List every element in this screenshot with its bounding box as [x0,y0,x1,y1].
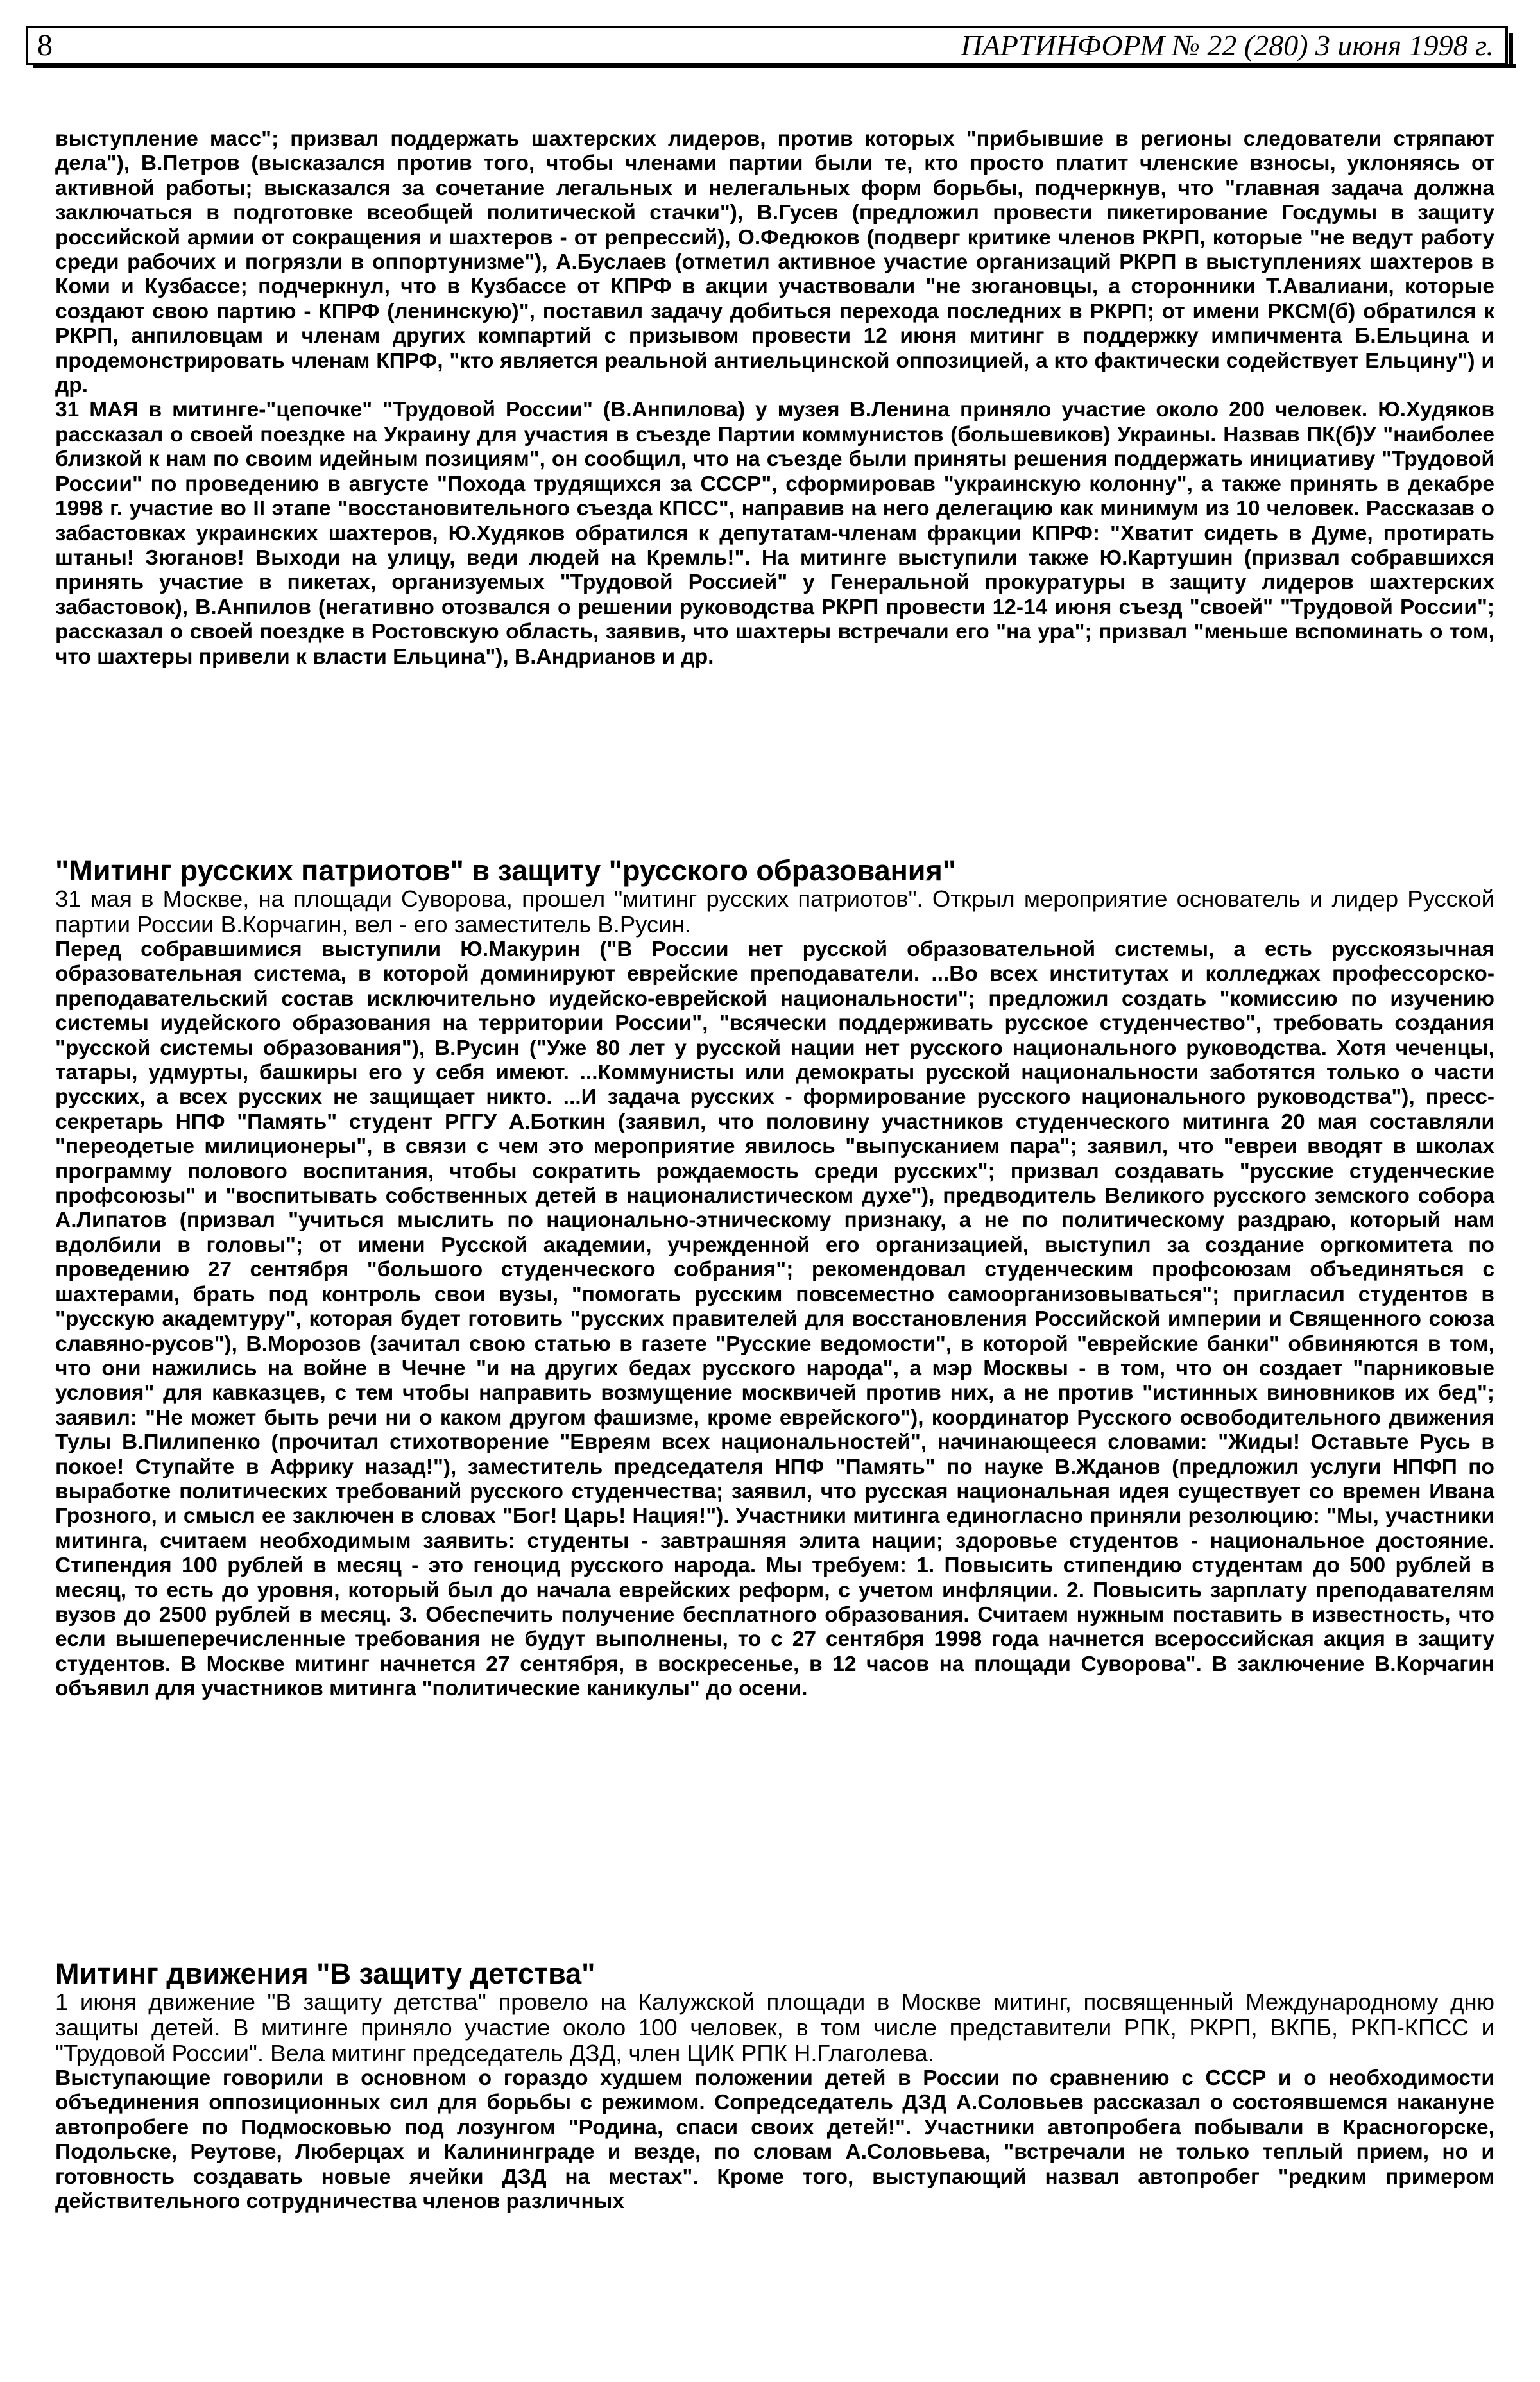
paragraph-may31-trudovaya-rossiya: 31 МАЯ в митинге-"цепочке" "Трудовой России" (В.Анпилова) у музея В.Ленина приняло участие около 200 человек. Ю.Худяков рассказал о своей поездке на Украину для участия в съезде Партии коммунистов (большевиков) Украины. Назвав ПК(б)У "наиболее близкой к нам по своим идейным позициям", он сообщил, что на съезде были приняты решения поддержать инициативу "Трудовой России" по проведению в августе "Похода трудящихся за СССР", сформировав "украинскую колонну", а также принять в декабре 1998 г. участие во II этапе "восстановительного съезда КПСС", направив на него делегацию как минимум из 10 человек. Рассказав о забастовках украинских шахтеров, Ю.Худяков обратился к депутатам-членам фракции КПРФ: "Хватит сидеть в Думе, протирать штаны! Зюганов! Выходи на улицу, веди людей на Кремль!". На митинге выступили также Ю.Картушин (призвал собравшихся принять участие в пикетах, организуемых "Трудовой Россией" у Генеральной прокуратуры в защиту лидеров шахтерских забастовок), В.Анпилов (негативно отозвался о решении руководства РКРП провести 12-14 июня съезд "своей" "Трудовой России"; рассказал о своей поездке в Ростовскую область, заявив, что шахтеры встречали его "на ура"; призвал "меньше вспоминать о том, что шахтеры привели к власти Ельцина"), В.Андрианов и др. [55,398,1494,669]
section-lead: 1 июня движение "В защиту детства" провело на Калужской площади в Москве митинг, посвященный Международному дню защиты детей. В митинге приняло участие около 100 человек, в том числе представители РПК, РКРП, ВКПБ, РКП-КПСС и "Трудовой России". Вела митинг председатель ДЗД, член ЦИК РПК Н.Глаголева. [55,1989,1494,2066]
issue-line: ПАРТИНФОРМ № 22 (280) 3 июня 1998 г. [961,29,1494,62]
header-shadow-right [1509,33,1513,68]
paragraph-rkrp-speakers: выступление масс"; призвал поддержать шахтерских лидеров, против которых "прибывшие в регионы следователи стряпают дела"), В.Петров (высказался против того, чтобы членами партии были те, кто просто платит членские взносы, уклоняясь от активной работы; высказался за сочетание легальных и нелегальных форм борьбы, подчеркнув, что "главная задача должна заключаться в подготовке всеобщей политической стачки"), В.Гусев (предложил провести пикетирование Госдумы в защиту российской армии от сокращения и шахтеров - от репрессий), О.Федюков (подверг критике членов РКРП, которые "не ведут работу среди рабочих и погрязли в оппортунизме"), А.Буслаев (отметил активное участие организаций РКРП в выступлениях шахтеров в Коми и Кузбассе; подчеркнул, что в Кузбассе от КПРФ в акции участвовали "не зюгановцы, а сторонники Т.Авалиани, которые создают свою партию - КПРФ (ленинскую)", поставил задачу добиться перехода последних в РКРП; от имени РКСМ(б) обратился к РКРП, анпиловцам и членам других компартий с призывом провести 12 июня митинг в поддержку импичмента Б.Ельцина и продемонстрировать членам КПРФ, "кто является реальной антиельцинской оппозицией, а кто фактически содействует Ельцину") и др. [55,127,1494,398]
section-rkrp-meeting [55,127,1494,669]
section-body: Перед собравшимися выступили Ю.Макурин ("В России нет русской образовательной системы, а есть русскоязычная образовательная система, в которой доминируют еврейские преподаватели. ...Во всех институтах и колледжах профессорско-преподавательский состав исключительно иудейско-еврейской национальности"; предложил создать "комиссию по изучению системы иудейского образования на территории России", "всячески поддерживать русское студенчество", требовать создания "русской системы образования"), В.Русин ("Уже 80 лет у русской нации нет русского национального руководства. Хотя чеченцы, татары, удмурты, башкиры его у себя имеют. ...Коммунисты или демократы русской национальности заботятся только о части русских, а всех русских не защищает никто. ...И задача русских - формирование русского национального руководства"), пресс-секретарь НПФ "Память" студент РГГУ А.Боткин (заявил, что половину участников студенческого митинга 20 мая составляли "переодетые милиционеры", в связи с чем это мероприятие явилось "выпусканием пара"; заявил, что "евреи вводят в школах программу полового воспитания, чтобы сократить рождаемость среди русских"; призвал создавать "русские студенческие профсоюзы" и "воспитывать собственных детей в националистическом духе"), предводитель Великого русского земского собора А.Липатов (призвал "учиться мыслить по национально-этническому признаку, а не по политическому раздраю, который нам вдолбили в головы"; от имени Русской академии, учрежденной его организацией, выступил за создание оргкомитета по проведению 27 сентября "большого студенческого собрания"; рекомендовал студенческим профсоюзам объединяться с шахтерами, брать под контроль свои вузы, "помогать русским повсеместно самоорганизовываться"; пригласил студентов в "русскую академтуру", которая будет готовить "русских правителей для восстановления Российской империи и Священного союза славяно-русов"), В.Морозов (зачитал свою статью в газете "Русские ведомости", в которой "еврейские банки" обвиняются в том, что они нажились на войне в Чечне "и на других бедах русского народа", а мэр Москвы - в том, что он создает "парниковые условия" для кавказцев, с тем чтобы направить возмущение москвичей против них, а не против "истинных виновников их бед"; заявил: "Не может быть речи ни о каком другом фашизме, кроме еврейского"), координатор Русского освободительного движения Тулы В.Пилипенко (прочитал стихотворение "Евреям всех национальностей", начинающееся словами: "Жиды! Оставьте Русь в покое! Ступайте в Африку назад!"), заместитель председателя НПФ "Память" по науке В.Жданов (предложил услуги НПФП по выработке политических требований русского студенчества; заявил, что русская национальная идея существует со времен Ивана Грозного, и смысл ее заключен в словах "Бог! Царь! Нация!"). Участники митинга единогласно приняли резолюцию: "Мы, участники митинга, считаем необходимым заявить: студенты - завтрашняя элита нации; здоровье студентов - национальное достояние. Стипендия 100 рублей в месяц - это геноцид русского народа. Мы требуем: 1. Повысить стипендию студентам до 500 рублей в месяц, то есть до уровня, который был до начала еврейских реформ, с учетом инфляции. 2. Повысить зарплату преподавателям вузов до 2500 рублей в месяц. 3. Обеспечить получение бесплатного образования. Считаем нужным поставить в известность, что если вышеперечисленные требования не будут выполнены, то с 27 сентября 1998 года начнется всероссийская акция в защиту студентов. В Москве митинг начнется 27 сентября, в воскресенье, в 12 часов на площади Суворова". В заключение В.Корчагин объявил для участников митинга "политические каникулы" до осени. [55,938,1494,1701]
page-header [26,26,1508,65]
page-number: 8 [37,28,53,62]
section-title: "Митинг русских патриотов" в защиту "русского образования" [55,854,957,887]
section-child-protection-rally [55,1958,1494,2214]
section-lead: 31 мая в Москве, на площади Суворова, прошел "митинг русских патриотов". Открыл мероприятие основатель и лидер Русской партии России В.Корчагин, вел - его заместитель В.Русин. [55,886,1494,938]
section-russian-patriots-rally [55,855,1494,1702]
section-body: Выступающие говорили в основном о гораздо худшем положении детей в России по сравнению с СССР и о необходимости объединения оппозиционных сил для борьбы с режимом. Сопредседатель ДЗД А.Соловьев рассказал о состоявшемся накануне автопробеге по Подмосковью под лозунгом "Родина, спаси своих детей!". Участники автопробега побывали в Красногорске, Подольске, Реутове, Люберцах и Калининграде и везде, по словам А.Соловьева, "встречали не только теплый прием, но и готовность создавать новые ячейки ДЗД на местах". Кроме того, выступающий назвал автопробег "редким примером действительного сотрудничества членов различных [55,2066,1494,2214]
section-title: Митинг движения "В защиту детства" [55,1957,595,1990]
